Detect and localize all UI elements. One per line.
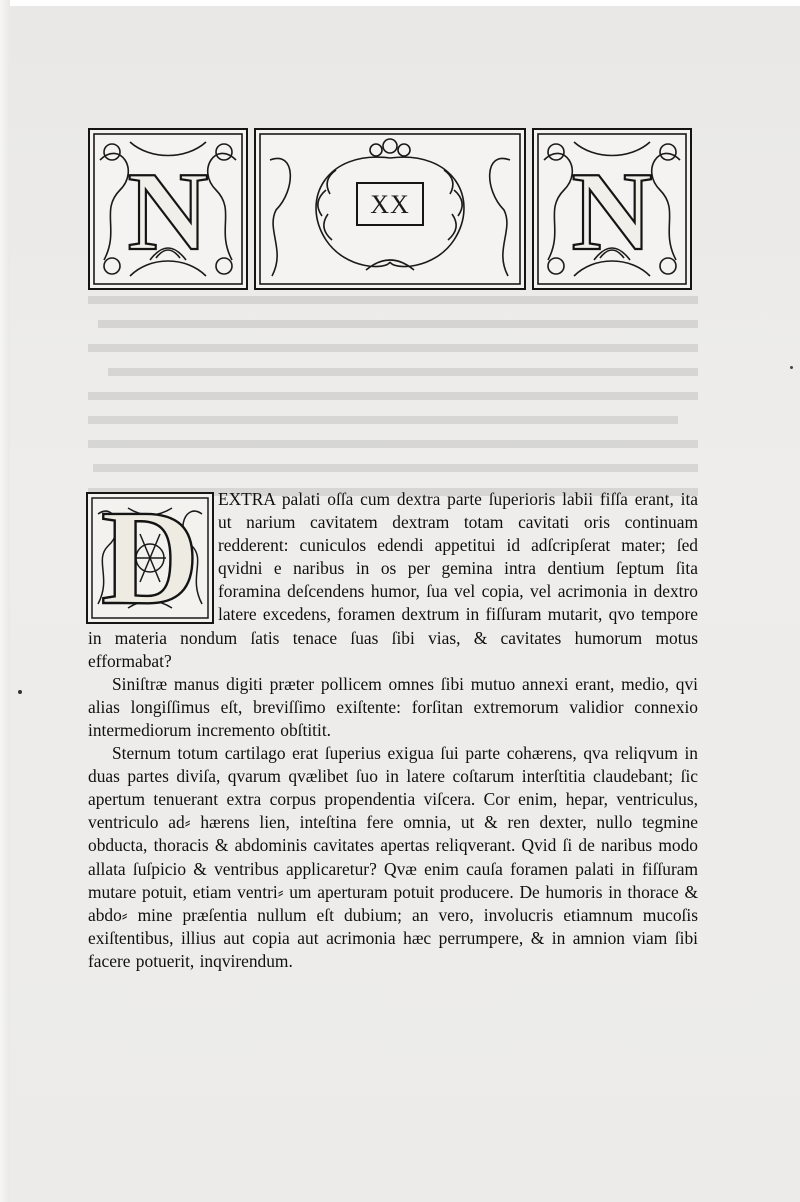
- scan-border-top: [0, 0, 800, 6]
- body-text: [88, 483, 698, 973]
- margin-speck: [790, 366, 793, 369]
- scan-border-left: [0, 0, 10, 1202]
- ornament-block-center: [254, 128, 526, 290]
- paragraph-3: [88, 742, 698, 973]
- ornament-letter-right: N: [571, 150, 653, 274]
- margin-speck: [18, 690, 22, 694]
- chapter-numeral: XX: [370, 190, 410, 219]
- drop-cap-letter: D: [100, 483, 200, 633]
- ornament-letter-left: N: [127, 150, 209, 274]
- paragraph-1: [88, 483, 698, 673]
- paragraph-text: palati oſſa cum dextra parte ſuperioris labii fiſſa erant, ita ut narium cavitatem dextram totam cavitati oris continuam redderent: cuniculos edendi appetitui id adſcripſerat mater; ſed qvidni e naribus in os per gemina intra dentium ſeptum ſita foramina deſcendens humor, ſua vel copia, vel acrimonia in dextro latere excedens, foramen dextrum in fiſſuram mutarit, qvo tempore in materia nondum ſatis tenace ſuas ſibi vias, & cavitates humorum motus efformabat?: [88, 489, 698, 671]
- paragraph-text: Sternum totum cartilago erat ſuperius exigua ſui parte cohærens, qva reliqvum in duas partes diviſa, qvarum qvælibet ſuo in latere coſtarum interſtitia claudebant; ſic apertum tenuerant extra corpus propendentia viſcera. Cor enim, hepar, ventriculus, ventriculo ad⸗ hærens lien, inteſtina fere omnia, ut & ren dexter, nullo tegmine obducta, thoracis & abdominis cavitates apertas reliqverant. Qvid ſi de naribus modo allata ſuſpicio & ventribus applicaretur? Qvæ enim cauſa foramen palati in fiſſuram mutare potuit, etiam ventri⸗ um aperturam potuit producere. De humoris in thorace & abdo⸗ mine præſentia nullum eſt dubium; an vero, involucris etiamnum mucoſis exiſtentibus, illius aut copia aut acrimonia hæc perrumpere, & in amnion viam ſibi facere potuerit, inqvirendum.: [88, 743, 698, 971]
- drop-cap-space: [86, 483, 216, 633]
- header-ornament-band: [88, 128, 692, 292]
- ornament-block-right: [532, 128, 692, 290]
- paragraph-lead-word: EXTRA: [218, 489, 276, 509]
- paragraph-2: [88, 673, 698, 742]
- paragraph-text: Siniſtræ manus digiti præter pollicem omnes ſibi mutuo annexi erant, medio, qvi alias longiſſimus eſt, breviſſimo exiſtente: forſitan extremorum validior connexio intermediorum incremento obſtitit.: [88, 673, 698, 740]
- ornament-block-left: [88, 128, 248, 290]
- chapter-numeral-plate: [356, 182, 424, 226]
